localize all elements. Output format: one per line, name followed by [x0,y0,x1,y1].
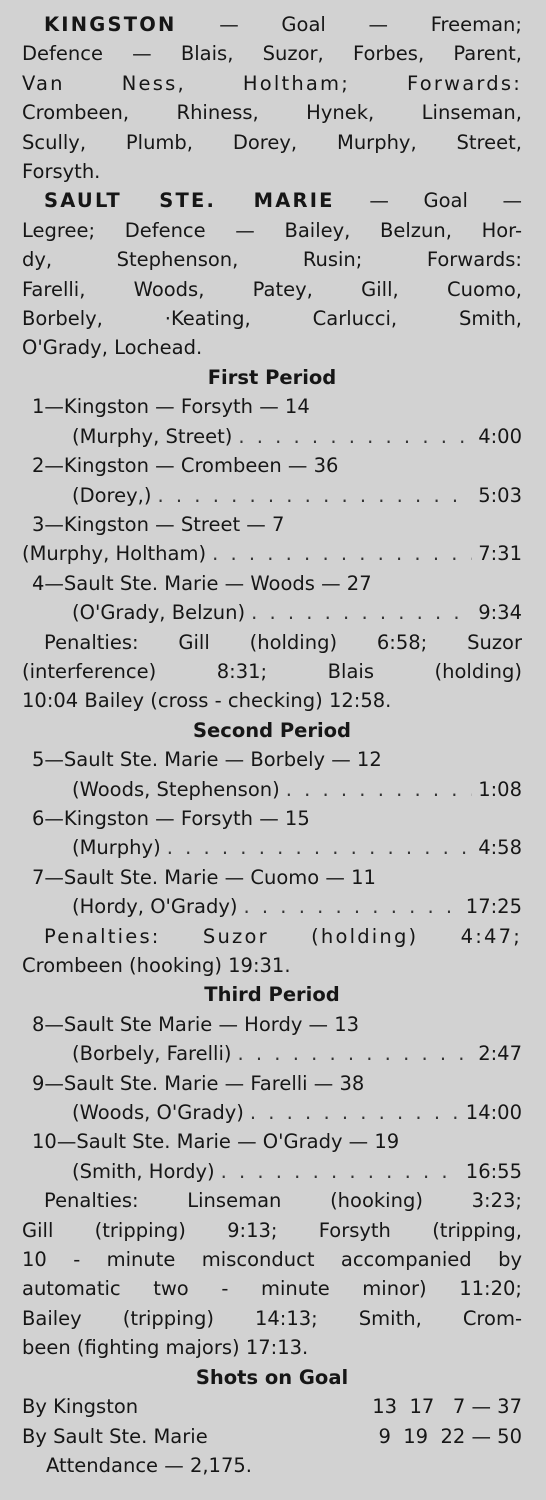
period-section [22,363,522,716]
leader-dots [221,1157,460,1186]
goal-time: 4:00 [478,424,522,448]
assist-line [22,1098,522,1127]
shots-row [22,1422,522,1451]
goal-line: 7—Sault Ste. Marie — Cuomo — 11 [32,865,376,889]
assists: (Hordy, O'Grady) [72,895,238,919]
goal-line: 4—Sault Ste. Marie — Woods — 27 [32,571,372,595]
shots-heading: Shots on Goal [195,1365,349,1389]
period-heading: First Period [207,365,337,389]
penalties-line: automatic two - minute minor) 11:20; [22,1277,522,1301]
period-section [22,980,522,1362]
period-section [22,716,522,981]
lineup-line: Defence — Blais, Suzor, Forbes, Parent, [22,42,522,66]
leader-dots [250,1098,460,1127]
team-name: KINGSTON [44,13,177,36]
assists: (Woods, Stephenson) [72,777,280,801]
goal-line: 5—Sault Ste. Marie — Borbely — 12 [32,748,382,772]
leader-dots [158,481,473,510]
leader-dots [238,1039,473,1068]
penalties-line: (interference) 8:31; Blais (holding) [22,659,522,683]
lineup-line: Scully, Plumb, Dorey, Murphy, Street, [22,130,522,154]
shots-row [22,1392,522,1421]
goal-time: 1:08 [478,777,522,801]
lineup-line: Crombeen, Rhiness, Hynek, Linseman, [22,101,522,125]
penalties-line: 10:04 Bailey (cross - checking) 12:58. [22,689,392,713]
assist-line [22,833,522,862]
leader-dots [286,775,472,804]
penalties-line: Gill (tripping) 9:13; Forsyth (tripping, [22,1218,522,1242]
assists: (O'Grady, Belzun) [72,601,246,625]
goal-time: 16:55 [465,1159,522,1183]
goal-time: 7:31 [478,542,522,566]
leader-dots [251,598,472,627]
lineup-line: Borbely, ·Keating, Carlucci, Smith, [22,307,522,331]
lineup-line: dy, Stephenson, Rusin; Forwards: [22,248,522,272]
assists: (Murphy, Holtham) [22,542,207,566]
assist-line [22,775,522,804]
penalties-line: 10 - minute misconduct accompanied by [22,1248,522,1272]
penalties-line: Penalties: Linseman (hooking) 3:23; [44,1189,522,1213]
attendance: Attendance — 2,175. [46,1453,252,1477]
shots-values: 13 17 7 — 37 [372,1395,522,1419]
team-name: SAULT STE. MARIE [44,189,335,213]
lineup-line: Legree; Defence — Bailey, Belzun, Hor- [22,218,522,242]
leader-dots [212,539,472,568]
shots-values: 9 19 22 — 50 [378,1424,522,1448]
assist-line [22,598,522,627]
period-heading: Third Period [204,983,340,1007]
goal-time: 17:25 [465,895,522,919]
assists: (Dorey,) [72,483,152,507]
leader-dots [238,422,472,451]
lineup-line: SAULT STE. MARIE — Goal — [44,189,522,213]
goal-line: 8—Sault Ste Marie — Hordy — 13 [32,1012,360,1036]
leader-dots [167,833,473,862]
assists: (Woods, O'Grady) [72,1101,244,1125]
penalties-line: been (fighting majors) 17:13. [22,1336,309,1360]
goal-time: 14:00 [465,1101,522,1125]
assist-line [22,539,522,568]
assist-line [22,892,522,921]
goal-time: 5:03 [478,483,522,507]
goal-line: 10—Sault Ste. Marie — O'Grady — 19 [32,1130,400,1154]
assists: (Murphy) [72,836,161,860]
assists: (Borbely, Farelli) [72,1042,232,1066]
leader-dots [244,892,460,921]
lineup-line: Van Ness, Holtham; Forwards: [22,71,522,95]
goal-time: 9:34 [478,601,522,625]
goal-line: 2—Kingston — Crombeen — 36 [32,454,339,478]
goal-line: 3—Kingston — Street — 7 [32,512,285,536]
assists: (Smith, Hordy) [72,1159,215,1183]
goal-time: 4:58 [478,836,522,860]
sault-lineup [22,186,522,362]
assist-line [22,1157,522,1186]
assist-line [22,481,522,510]
assists: (Murphy, Street) [72,424,233,448]
period-heading: Second Period [192,718,352,742]
goal-line: 6—Kingston — Forsyth — 15 [32,806,310,830]
assist-line [22,1039,522,1068]
lineup-line: O'Grady, Lochead. [22,336,203,360]
goal-line: 1—Kingston — Forsyth — 14 [32,395,310,419]
kingston-lineup [22,10,522,186]
penalties-line: Crombeen (hooking) 19:31. [22,954,291,977]
shots-team: By Kingston [22,1395,139,1419]
lineup-line: KINGSTON — Goal — Freeman; [44,13,522,36]
penalties-line: Penalties: Gill (holding) 6:58; Suzor [44,630,522,654]
assist-line [22,422,522,451]
penalties-line: Penalties: Suzor (holding) 4:47; [44,924,522,948]
goal-time: 2:47 [478,1042,522,1066]
shots-team: By Sault Ste. Marie [22,1424,208,1448]
shots-section [22,1363,522,1481]
lineup-line: Farelli, Woods, Patey, Gill, Cuomo, [22,277,522,301]
penalties-line: Bailey (tripping) 14:13; Smith, Crom- [22,1306,522,1330]
goal-line: 9—Sault Ste. Marie — Farelli — 38 [32,1071,365,1095]
lineup-line: Forsyth. [22,160,101,184]
